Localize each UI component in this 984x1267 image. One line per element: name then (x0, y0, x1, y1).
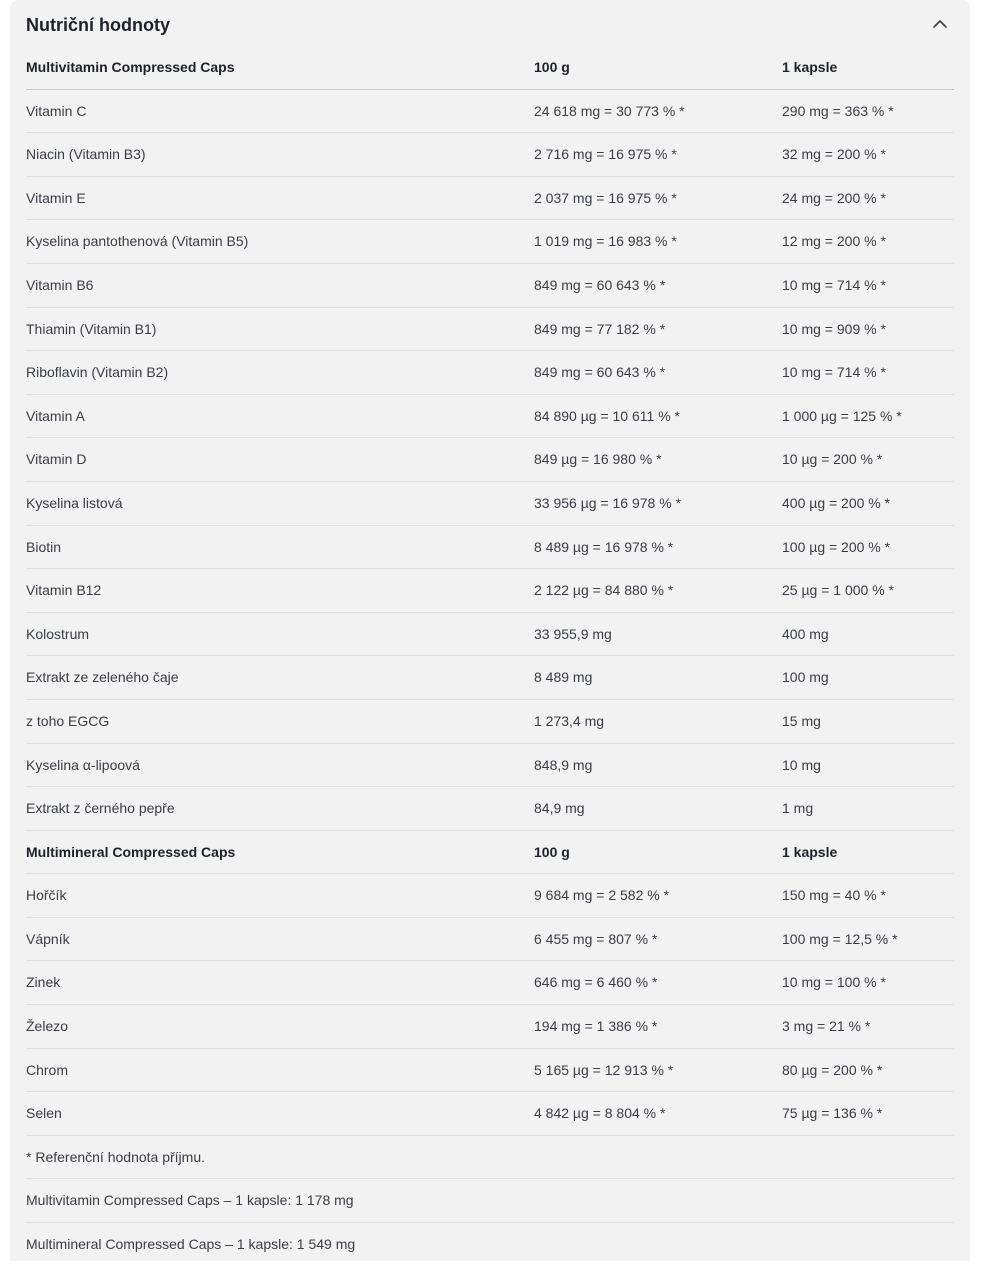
table-row (26, 787, 954, 831)
nutrient-name: Vitamin B6 (26, 276, 94, 293)
panel-title: Nutriční hodnoty (26, 15, 170, 35)
table-header-row (26, 46, 954, 90)
note-row (26, 1179, 954, 1223)
table-row (26, 1049, 954, 1093)
nutrient-name: Zinek (26, 974, 61, 991)
value-per-capsule: 1 mg (782, 800, 814, 817)
nutrient-name: Vápník (26, 930, 70, 947)
value-per-capsule: 25 µg = 1 000 % * (782, 582, 894, 599)
value-per-100g: 194 mg = 1 386 % * (534, 1018, 658, 1035)
value-per-capsule: 100 mg = 12,5 % * (782, 930, 898, 947)
note-row (26, 1223, 954, 1267)
table-row (26, 918, 954, 962)
value-per-capsule: 10 mg = 100 % * (782, 974, 886, 991)
nutrient-name: z toho EGCG (26, 712, 110, 729)
header-name: Multivitamin Compressed Caps (26, 59, 235, 75)
table-row (26, 526, 954, 570)
value-per-capsule: 100 µg = 200 % * (782, 538, 891, 555)
nutrient-name: Kyselina listová (26, 494, 123, 511)
value-per-capsule: 3 mg = 21 % * (782, 1018, 871, 1035)
value-per-capsule: 80 µg = 200 % * (782, 1061, 883, 1078)
nutrient-name: Extrakt ze zeleného čaje (26, 669, 179, 686)
table-row (26, 177, 954, 221)
table-row (26, 438, 954, 482)
nutrient-name: Chrom (26, 1061, 69, 1078)
section-perunit: 1 kapsle (782, 843, 838, 860)
value-per-100g: 849 mg = 60 643 % * (534, 276, 666, 293)
nutrient-name: Biotin (26, 538, 62, 555)
nutrient-name: Vitamin E (26, 189, 86, 206)
table-row (26, 220, 954, 264)
nutrient-name: Vitamin D (26, 451, 87, 468)
value-per-capsule: 1 000 µg = 125 % * (782, 407, 902, 424)
value-per-capsule: 400 mg (782, 625, 829, 642)
value-per-capsule: 24 mg = 200 % * (782, 189, 886, 206)
value-per-100g: 1 273,4 mg (534, 712, 605, 729)
table-row (26, 656, 954, 700)
value-per-100g: 849 mg = 77 182 % * (534, 320, 666, 337)
value-per-capsule: 290 mg = 363 % * (782, 102, 894, 119)
value-per-capsule: 100 mg (782, 669, 829, 686)
value-per-100g: 849 µg = 16 980 % * (534, 451, 662, 468)
nutrient-name: Riboflavin (Vitamin B2) (26, 364, 169, 381)
value-per-100g: 8 489 µg = 16 978 % * (534, 538, 674, 555)
table-row (26, 482, 954, 526)
table-row (26, 569, 954, 613)
nutrient-name: Hořčík (26, 887, 67, 904)
table-row (26, 133, 954, 177)
value-per-100g: 849 mg = 60 643 % * (534, 364, 666, 381)
value-per-capsule: 10 mg = 714 % * (782, 364, 886, 381)
value-per-capsule: 400 µg = 200 % * (782, 494, 891, 511)
table-row (26, 1005, 954, 1049)
value-per-capsule: 75 µg = 136 % * (782, 1105, 883, 1122)
value-per-100g: 84,9 mg (534, 800, 585, 817)
value-per-100g: 33 956 µg = 16 978 % * (534, 494, 682, 511)
nutrient-name: Vitamin C (26, 102, 87, 119)
footnote-row (26, 1136, 954, 1180)
value-per-100g: 2 037 mg = 16 975 % * (534, 189, 677, 206)
nutrient-name: Železo (26, 1018, 69, 1035)
nutrient-name: Kyselina pantothenová (Vitamin B5) (26, 233, 249, 250)
value-per-100g: 84 890 µg = 10 611 % * (534, 407, 680, 424)
nutrient-name: Vitamin A (26, 407, 85, 424)
value-per-100g: 646 mg = 6 460 % * (534, 974, 658, 991)
value-per-100g: 2 122 µg = 84 880 % * (534, 582, 674, 599)
value-per-100g: 6 455 mg = 807 % * (534, 930, 658, 947)
value-per-capsule: 10 mg = 714 % * (782, 276, 886, 293)
section-name: Multimineral Compressed Caps (26, 843, 236, 860)
table-row (26, 395, 954, 439)
nutrient-name: Kyselina α-lipoová (26, 756, 140, 773)
table-row (26, 264, 954, 308)
value-per-100g: 4 842 µg = 8 804 % * (534, 1105, 666, 1122)
value-per-capsule: 10 µg = 200 % * (782, 451, 883, 468)
nutrient-name: Thiamin (Vitamin B1) (26, 320, 157, 337)
value-per-capsule: 15 mg (782, 712, 821, 729)
table-row (26, 351, 954, 395)
note-text: Multimineral Compressed Caps – 1 kapsle: 1 549 mg (26, 1236, 356, 1253)
nutrition-panel-header[interactable] (10, 0, 970, 48)
value-per-100g: 2 716 mg = 16 975 % * (534, 146, 677, 163)
table-row (26, 308, 954, 352)
header-perunit: 1 kapsle (782, 59, 838, 75)
chevron-up-icon[interactable] (932, 16, 948, 32)
nutrient-name: Vitamin B12 (26, 582, 102, 599)
value-per-capsule: 10 mg (782, 756, 821, 773)
value-per-capsule: 150 mg = 40 % * (782, 887, 886, 904)
value-per-capsule: 12 mg = 200 % * (782, 233, 886, 250)
value-per-100g: 848,9 mg (534, 756, 593, 773)
value-per-100g: 8 489 mg (534, 669, 593, 686)
section-per100: 100 g (534, 843, 570, 860)
value-per-capsule: 32 mg = 200 % * (782, 146, 886, 163)
table-row (26, 874, 954, 918)
nutrition-table (26, 46, 954, 1267)
table-row (26, 700, 954, 744)
nutrition-panel (10, 0, 970, 1261)
nutrient-name: Kolostrum (26, 625, 90, 642)
value-per-100g: 5 165 µg = 12 913 % * (534, 1061, 674, 1078)
value-per-100g: 24 618 mg = 30 773 % * (534, 102, 685, 119)
value-per-capsule: 10 mg = 909 % * (782, 320, 886, 337)
nutrient-name: Selen (26, 1105, 62, 1122)
nutrient-name: Niacin (Vitamin B3) (26, 146, 146, 163)
footnote-text: * Referenční hodnota příjmu. (26, 1148, 205, 1165)
value-per-100g: 9 684 mg = 2 582 % * (534, 887, 670, 904)
value-per-100g: 1 019 mg = 16 983 % * (534, 233, 677, 250)
header-per100: 100 g (534, 59, 570, 75)
table-row (26, 90, 954, 134)
table-section-row (26, 831, 954, 875)
nutrient-name: Extrakt z černého pepře (26, 800, 175, 817)
table-row (26, 744, 954, 788)
table-row (26, 1092, 954, 1136)
table-row (26, 961, 954, 1005)
table-row (26, 613, 954, 657)
value-per-100g: 33 955,9 mg (534, 625, 612, 642)
note-text: Multivitamin Compressed Caps – 1 kapsle: 1 178 mg (26, 1192, 354, 1209)
